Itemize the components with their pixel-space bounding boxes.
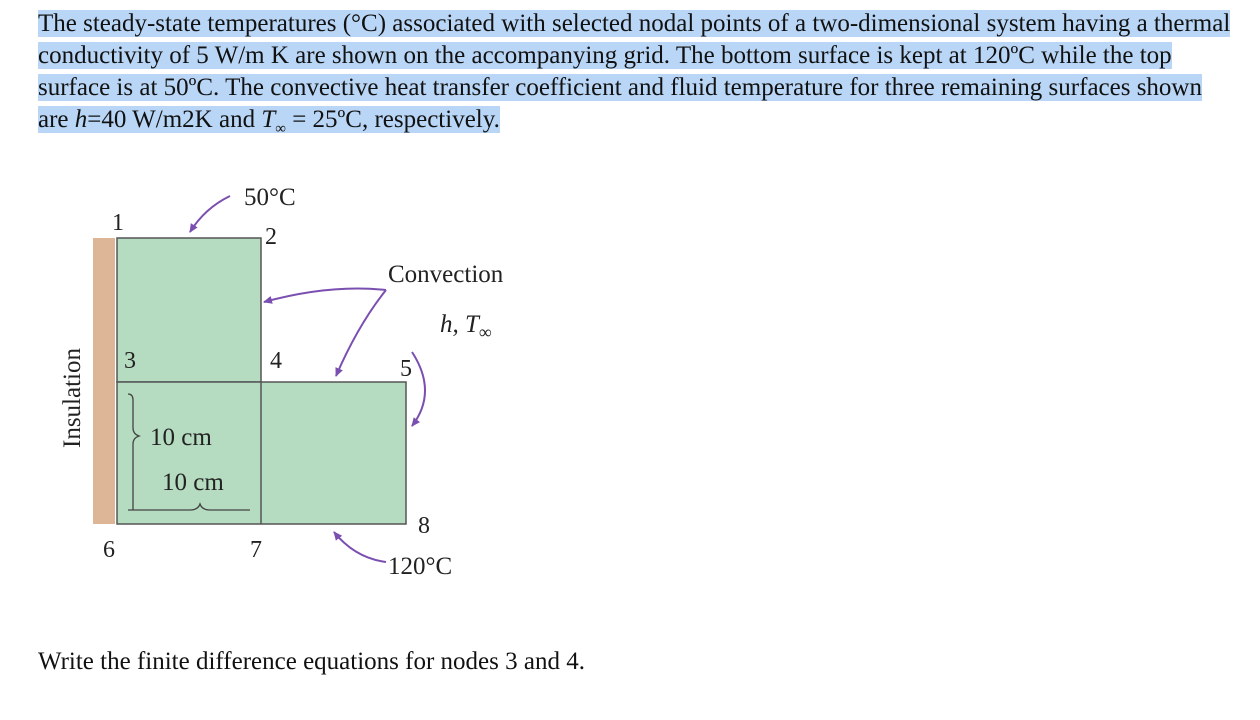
dim-vertical-label: 10 cm: [150, 424, 212, 451]
h-t-label: h, $T_\infty$: [440, 311, 492, 342]
convection-label: Convection: [388, 261, 504, 288]
node-5: 5: [400, 356, 412, 382]
t-inf-symbol: $T_\infty$: [261, 106, 286, 137]
node-1: 1: [112, 210, 124, 236]
problem-text-2: =40 W/m2K and: [87, 106, 262, 133]
bottom-temp-arrow: [334, 532, 386, 562]
question-text: Write the finite difference equations for nodes 3 and 4.: [38, 648, 585, 675]
node-8: 8: [418, 513, 430, 539]
h-symbol: h: [74, 106, 88, 133]
node-2: 2: [265, 224, 277, 250]
node-3: 3: [124, 348, 136, 374]
node-7: 7: [250, 537, 262, 563]
problem-text-3: = 25ºC, respectively.: [285, 106, 500, 133]
insulation-label: Insulation: [59, 348, 86, 448]
node-6: 6: [103, 537, 115, 563]
convection-arrow-vertical-face: [264, 289, 386, 303]
top-temp-arrow: [190, 196, 230, 232]
bottom-temp-label: 120°C: [388, 553, 453, 580]
node-4: 4: [270, 348, 282, 374]
dim-horizontal-label: 10 cm: [162, 469, 224, 496]
problem-text-1: The steady-state temperatures (°C) associated with selected nodal points of a two-dimensional system having a thermal conductivity of 5 W/m K are shown on the accompanying grid. The bottom surface is kept at 120ºC while the top surface is at 50ºC. The convective heat transfer coefficient and fluid temperature for three remaining surfaces shown are: [38, 10, 1231, 133]
insulation-strip: [93, 238, 115, 524]
upper-block: [117, 238, 261, 382]
convection-arrow-right-face: [412, 352, 425, 426]
convection-arrow-middle-face: [336, 290, 386, 376]
top-temp-label: 50°C: [244, 184, 296, 211]
